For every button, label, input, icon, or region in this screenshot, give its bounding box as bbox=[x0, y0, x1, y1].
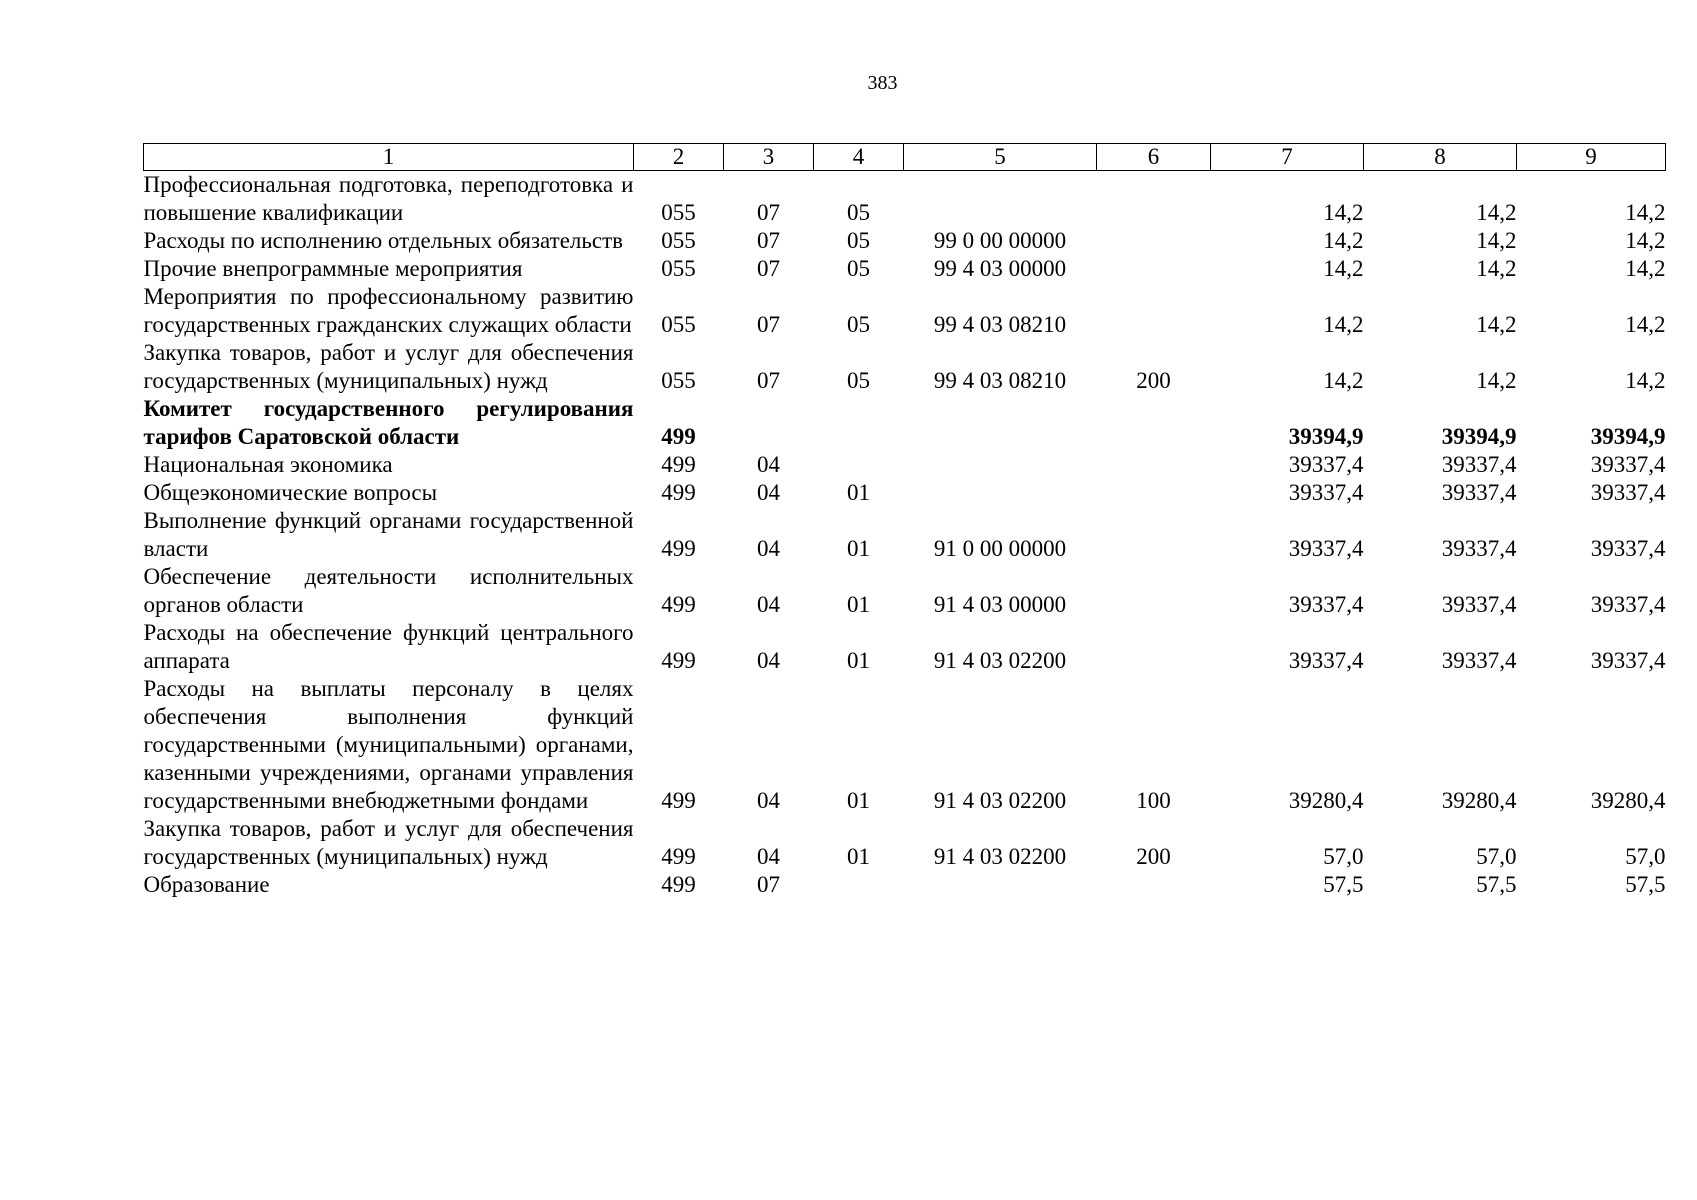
table-row bbox=[144, 171, 1666, 228]
cell-amount-col7: 14,2 bbox=[1323, 368, 1364, 393]
table-row bbox=[144, 283, 1666, 339]
cell-amount-col7: 39337,4 bbox=[1288, 480, 1364, 505]
cell-target-article: 99 4 03 08210 bbox=[933, 368, 1067, 393]
cell-department-code: 499 bbox=[661, 424, 696, 449]
table-row bbox=[144, 255, 1666, 283]
cell-section-code: 07 bbox=[757, 256, 780, 281]
cell-department-code: 055 bbox=[661, 368, 696, 393]
cell-subsection-code: 01 bbox=[847, 648, 870, 673]
cell-amount-col9: 14,2 bbox=[1625, 312, 1666, 337]
cell-target-article: 91 0 00 00000 bbox=[933, 536, 1067, 561]
cell-expense-type bbox=[1097, 871, 1211, 899]
cell-amount-col7: 39337,4 bbox=[1288, 592, 1364, 617]
page-number: 383 bbox=[867, 72, 898, 94]
cell-amount-col7: 39337,4 bbox=[1288, 536, 1364, 561]
cell-target-article bbox=[904, 395, 1097, 451]
table-row bbox=[144, 451, 1666, 479]
header-col-4: 4 bbox=[814, 144, 904, 171]
header-col-2: 2 bbox=[634, 144, 724, 171]
cell-description: Общеэкономические вопросы bbox=[143, 480, 438, 505]
cell-section-code: 04 bbox=[757, 788, 780, 813]
cell-amount-col9: 39280,4 bbox=[1590, 788, 1666, 813]
cell-section-code: 07 bbox=[757, 200, 780, 225]
cell-subsection-code: 05 bbox=[847, 256, 870, 281]
cell-expense-type bbox=[1097, 171, 1211, 228]
cell-section-code: 04 bbox=[757, 480, 780, 505]
cell-target-article: 91 4 03 00000 bbox=[933, 592, 1067, 617]
table-row bbox=[144, 227, 1666, 255]
cell-amount-col8: 14,2 bbox=[1476, 312, 1517, 337]
cell-amount-col7: 39337,4 bbox=[1288, 452, 1364, 477]
cell-amount-col8: 39337,4 bbox=[1441, 452, 1517, 477]
header-col-7: 7 bbox=[1211, 144, 1364, 171]
cell-description: Профессиональная подготовка, переподготовка и повышение квалификации bbox=[143, 172, 634, 225]
cell-department-code: 499 bbox=[661, 788, 696, 813]
cell-subsection-code: 01 bbox=[847, 844, 870, 869]
cell-subsection-code: 05 bbox=[847, 200, 870, 225]
cell-amount-col7: 39280,4 bbox=[1288, 788, 1364, 813]
cell-target-article bbox=[904, 479, 1097, 507]
cell-amount-col9: 39394,9 bbox=[1590, 424, 1666, 449]
cell-target-article: 99 0 00 00000 bbox=[933, 228, 1067, 253]
cell-expense-type: 200 bbox=[1136, 368, 1171, 393]
cell-expense-type bbox=[1097, 255, 1211, 283]
table-header bbox=[144, 144, 1666, 171]
cell-expense-type bbox=[1097, 507, 1211, 563]
cell-target-article bbox=[904, 871, 1097, 899]
cell-description: Расходы на выплаты персоналу в целях обеспечения выполнения функций государственными (муниципальными) органами, казенными учреждениями, органами управления государственными внебюджетными фондами bbox=[143, 676, 634, 813]
table-row bbox=[144, 479, 1666, 507]
cell-amount-col9: 39337,4 bbox=[1590, 480, 1666, 505]
cell-amount-col8: 39337,4 bbox=[1441, 648, 1517, 673]
cell-section-code: 07 bbox=[757, 368, 780, 393]
cell-description: Национальная экономика bbox=[143, 452, 393, 477]
cell-expense-type bbox=[1097, 395, 1211, 451]
cell-description: Обеспечение деятельности исполнительных органов области bbox=[143, 564, 634, 617]
table-row bbox=[144, 815, 1666, 871]
table-body bbox=[144, 171, 1666, 900]
cell-subsection-code: 05 bbox=[847, 228, 870, 253]
cell-expense-type bbox=[1097, 227, 1211, 255]
cell-description: Расходы по исполнению отдельных обязательств bbox=[143, 228, 623, 253]
cell-description: Выполнение функций органами государственной власти bbox=[143, 508, 634, 561]
cell-target-article: 99 4 03 00000 bbox=[933, 256, 1067, 281]
cell-department-code: 499 bbox=[661, 592, 696, 617]
cell-section-code: 04 bbox=[757, 536, 780, 561]
cell-subsection-code: 01 bbox=[847, 480, 870, 505]
cell-amount-col7: 14,2 bbox=[1323, 256, 1364, 281]
cell-department-code: 055 bbox=[661, 256, 696, 281]
cell-department-code: 499 bbox=[661, 536, 696, 561]
cell-amount-col8: 57,5 bbox=[1476, 872, 1517, 897]
cell-amount-col9: 14,2 bbox=[1625, 228, 1666, 253]
cell-expense-type bbox=[1097, 479, 1211, 507]
header-col-5: 5 bbox=[904, 144, 1097, 171]
cell-amount-col9: 39337,4 bbox=[1590, 536, 1666, 561]
cell-subsection-code bbox=[814, 451, 904, 479]
cell-amount-col8: 14,2 bbox=[1476, 228, 1517, 253]
cell-department-code: 499 bbox=[661, 872, 696, 897]
cell-amount-col9: 39337,4 bbox=[1590, 592, 1666, 617]
table-row bbox=[144, 675, 1666, 815]
cell-amount-col8: 39337,4 bbox=[1441, 536, 1517, 561]
header-col-3: 3 bbox=[724, 144, 814, 171]
cell-expense-type: 100 bbox=[1136, 788, 1171, 813]
cell-subsection-code: 01 bbox=[847, 592, 870, 617]
cell-amount-col7: 39394,9 bbox=[1288, 424, 1364, 449]
header-col-1: 1 bbox=[144, 144, 634, 171]
cell-department-code: 499 bbox=[661, 452, 696, 477]
cell-amount-col9: 14,2 bbox=[1625, 200, 1666, 225]
cell-expense-type bbox=[1097, 619, 1211, 675]
cell-amount-col8: 14,2 bbox=[1476, 256, 1517, 281]
cell-amount-col7: 14,2 bbox=[1323, 312, 1364, 337]
cell-amount-col9: 14,2 bbox=[1625, 368, 1666, 393]
table-row bbox=[144, 563, 1666, 619]
cell-section-code: 07 bbox=[757, 872, 780, 897]
table-row bbox=[144, 339, 1666, 395]
cell-amount-col8: 39337,4 bbox=[1441, 480, 1517, 505]
cell-amount-col9: 14,2 bbox=[1625, 256, 1666, 281]
cell-description: Комитет государственного регулирования тарифов Саратовской области bbox=[143, 396, 634, 449]
table-row bbox=[144, 507, 1666, 563]
cell-section-code: 04 bbox=[757, 452, 780, 477]
header-col-9: 9 bbox=[1517, 144, 1666, 171]
cell-target-article: 91 4 03 02200 bbox=[933, 844, 1067, 869]
cell-section-code: 04 bbox=[757, 592, 780, 617]
cell-subsection-code bbox=[814, 395, 904, 451]
cell-department-code: 055 bbox=[661, 228, 696, 253]
header-row bbox=[144, 144, 1666, 171]
cell-amount-col7: 14,2 bbox=[1323, 200, 1364, 225]
cell-section-code: 07 bbox=[757, 312, 780, 337]
cell-expense-type bbox=[1097, 283, 1211, 339]
cell-target-article bbox=[904, 451, 1097, 479]
cell-expense-type: 200 bbox=[1136, 844, 1171, 869]
cell-expense-type bbox=[1097, 451, 1211, 479]
cell-amount-col7: 14,2 bbox=[1323, 228, 1364, 253]
cell-department-code: 055 bbox=[661, 312, 696, 337]
cell-description: Закупка товаров, работ и услуг для обеспечения государственных (муниципальных) нужд bbox=[143, 340, 634, 393]
cell-amount-col7: 57,5 bbox=[1323, 872, 1364, 897]
table-row bbox=[144, 395, 1666, 451]
cell-amount-col9: 39337,4 bbox=[1590, 452, 1666, 477]
cell-subsection-code: 01 bbox=[847, 536, 870, 561]
cell-description: Расходы на обеспечение функций центрального аппарата bbox=[143, 620, 634, 673]
cell-target-article: 91 4 03 02200 bbox=[933, 648, 1067, 673]
cell-target-article: 91 4 03 02200 bbox=[933, 788, 1067, 813]
cell-amount-col9: 57,0 bbox=[1625, 844, 1666, 869]
cell-department-code: 499 bbox=[661, 844, 696, 869]
cell-amount-col8: 14,2 bbox=[1476, 368, 1517, 393]
cell-department-code: 055 bbox=[661, 200, 696, 225]
cell-subsection-code bbox=[814, 871, 904, 899]
cell-subsection-code: 05 bbox=[847, 312, 870, 337]
cell-amount-col9: 57,5 bbox=[1625, 872, 1666, 897]
cell-section-code: 04 bbox=[757, 844, 780, 869]
cell-description: Прочие внепрограммные мероприятия bbox=[143, 256, 523, 281]
header-col-8: 8 bbox=[1364, 144, 1517, 171]
cell-amount-col7: 39337,4 bbox=[1288, 648, 1364, 673]
cell-amount-col8: 39337,4 bbox=[1441, 592, 1517, 617]
cell-target-article: 99 4 03 08210 bbox=[933, 312, 1067, 337]
cell-amount-col8: 39280,4 bbox=[1441, 788, 1517, 813]
cell-description: Образование bbox=[143, 872, 270, 897]
table-row bbox=[144, 871, 1666, 899]
budget-table bbox=[143, 143, 1666, 899]
cell-department-code: 499 bbox=[661, 480, 696, 505]
cell-amount-col7: 57,0 bbox=[1323, 844, 1364, 869]
cell-target-article bbox=[904, 171, 1097, 228]
cell-expense-type bbox=[1097, 563, 1211, 619]
cell-description: Мероприятия по профессиональному развитию государственных гражданских служащих области bbox=[143, 284, 634, 337]
cell-description: Закупка товаров, работ и услуг для обеспечения государственных (муниципальных) нужд bbox=[143, 816, 634, 869]
cell-department-code: 499 bbox=[661, 648, 696, 673]
cell-subsection-code: 01 bbox=[847, 788, 870, 813]
cell-amount-col8: 39394,9 bbox=[1441, 424, 1517, 449]
table-row bbox=[144, 619, 1666, 675]
cell-amount-col8: 14,2 bbox=[1476, 200, 1517, 225]
cell-section-code: 04 bbox=[757, 648, 780, 673]
cell-subsection-code: 05 bbox=[847, 368, 870, 393]
cell-section-code bbox=[724, 395, 814, 451]
cell-amount-col8: 57,0 bbox=[1476, 844, 1517, 869]
cell-amount-col9: 39337,4 bbox=[1590, 648, 1666, 673]
cell-section-code: 07 bbox=[757, 228, 780, 253]
header-col-6: 6 bbox=[1097, 144, 1211, 171]
